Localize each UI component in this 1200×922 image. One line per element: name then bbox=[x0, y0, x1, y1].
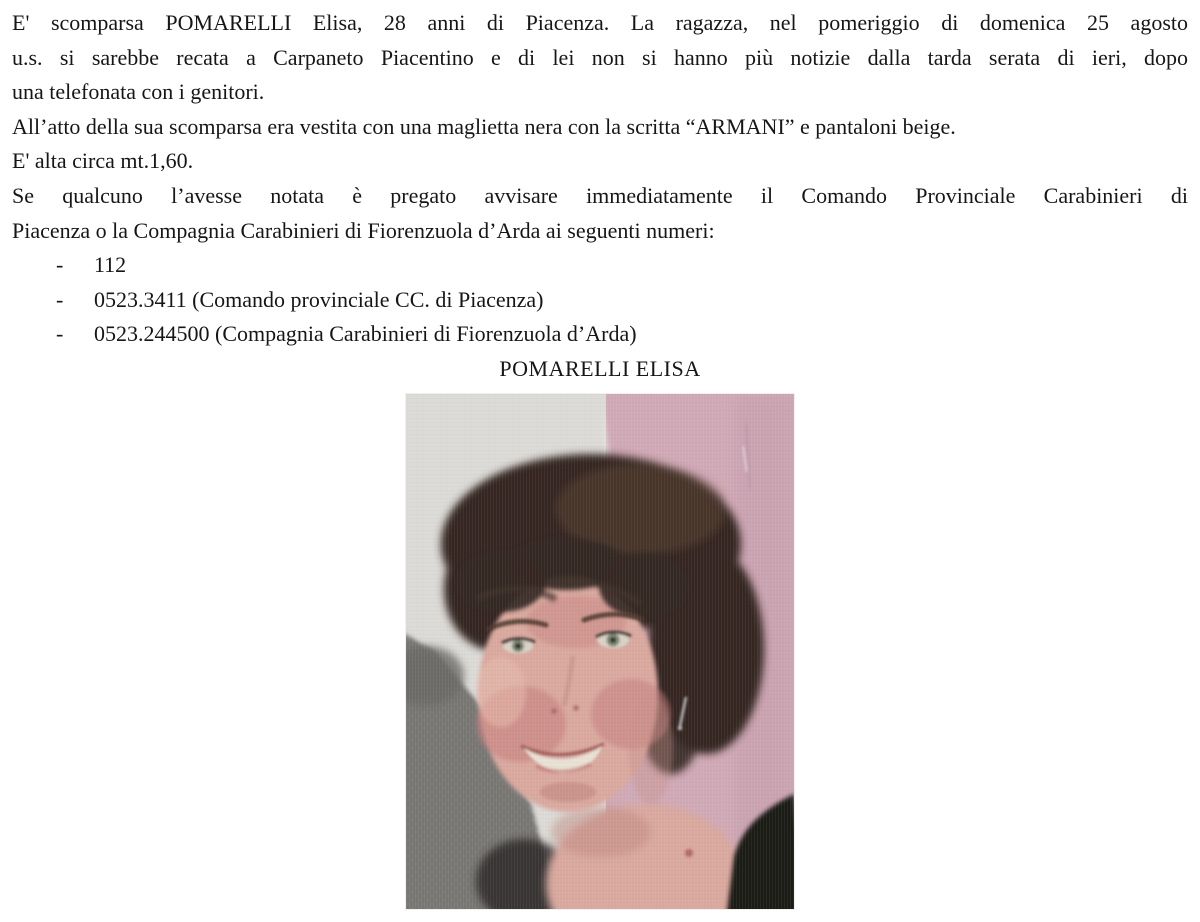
phone-list-item bbox=[12, 248, 1188, 283]
list-dash: - bbox=[56, 286, 64, 312]
missing-person-photo bbox=[406, 394, 794, 909]
notice-line: u.s. si sarebbe recata a Carpaneto Piacentino e di lei non si hanno più notizie dalla tarda serata di ieri, dopo bbox=[12, 44, 1188, 70]
notice-line: Se qualcuno l’avesse notata è pregato avvisare immediatamente il Comando Provinciale Carabinieri di bbox=[12, 182, 1188, 208]
list-dash: - bbox=[56, 252, 64, 278]
notice-line: E' alta circa mt.1,60. bbox=[12, 148, 194, 174]
phone-list-item bbox=[12, 283, 1188, 318]
scanline-texture bbox=[406, 394, 794, 909]
photo-caption: POMARELLI ELISA bbox=[499, 355, 701, 381]
notice-line: Piacenza o la Compagnia Carabinieri di Fiorenzuola d’Arda ai seguenti numeri: bbox=[12, 217, 715, 243]
notice-line: All’atto della sua scomparsa era vestita con una maglietta nera con la scritta “ARMANI” e pantaloni beige. bbox=[12, 113, 956, 139]
phone-number-piacenza: 0523.3411 (Comando provinciale CC. di Piacenza) bbox=[94, 286, 544, 312]
notice-line: E' scomparsa POMARELLI Elisa, 28 anni di Piacenza. La ragazza, nel pomeriggio di domenica 25 agosto bbox=[12, 10, 1188, 35]
phone-number-fiorenzuola: 0523.244500 (Compagnia Carabinieri di Fiorenzuola d’Arda) bbox=[94, 321, 637, 347]
list-dash: - bbox=[56, 321, 64, 347]
phone-list-item bbox=[12, 317, 1188, 352]
photo-illustration bbox=[406, 394, 794, 909]
phone-number-112: 112 bbox=[94, 252, 127, 278]
notice-line: una telefonata con i genitori. bbox=[12, 79, 265, 105]
